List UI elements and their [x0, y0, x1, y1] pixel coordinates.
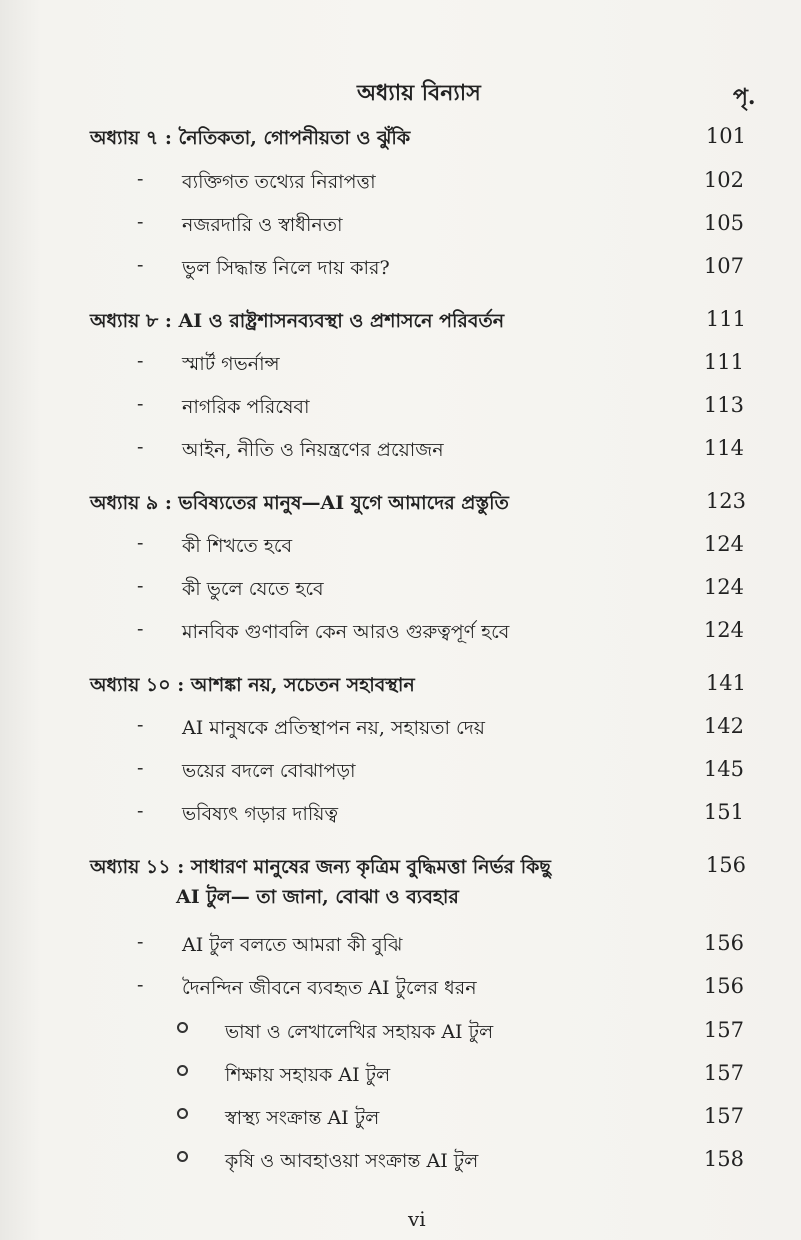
section-title: নজরদারি ও স্বাধীনতা	[182, 214, 343, 236]
page-number: 111	[705, 307, 746, 331]
page-number: 156	[703, 931, 744, 955]
page-number: 157	[703, 1104, 744, 1128]
subsection-title: ভাষা ও লেখালেখির সহায়ক AI টুল	[225, 1021, 494, 1043]
section-title: স্মার্ট গভর্নান্স	[182, 353, 280, 375]
dash-marker: -	[137, 532, 144, 554]
page-number: 157	[703, 1061, 744, 1085]
circle-bullet-icon	[177, 1151, 188, 1162]
section-row[interactable]	[0, 436, 801, 476]
page-number: 124	[703, 532, 744, 556]
page-number: 157	[703, 1018, 744, 1042]
page-number: 156	[703, 974, 744, 998]
section-title: AI টুল বলতে আমরা কী বুঝি	[182, 934, 403, 956]
section-title: মানবিক গুণাবলি কেন আরও গুরুত্বপূর্ণ হবে	[182, 621, 510, 643]
section-row[interactable]	[0, 532, 801, 572]
section-row[interactable]	[0, 254, 801, 294]
chapter-row[interactable]	[0, 124, 801, 164]
page-number: 105	[703, 211, 744, 235]
chapter-row[interactable]	[0, 671, 801, 711]
page-number: 113	[703, 393, 744, 417]
subsection-row[interactable]	[0, 1147, 801, 1187]
dash-marker: -	[137, 757, 144, 779]
chapter-row[interactable]	[0, 489, 801, 529]
dash-marker: -	[137, 350, 144, 372]
page-number: 114	[703, 436, 744, 460]
page-number: 124	[703, 618, 744, 642]
page-number: 111	[703, 350, 744, 374]
section-row[interactable]	[0, 393, 801, 433]
section-row[interactable]	[0, 618, 801, 658]
chapter-row[interactable]	[0, 853, 801, 923]
section-row[interactable]	[0, 168, 801, 208]
section-row[interactable]	[0, 211, 801, 251]
dash-marker: -	[137, 714, 144, 736]
dash-marker: -	[137, 168, 144, 190]
chapter-title: অধ্যায় ১০ : আশঙ্কা নয়, সচেতন সহাবস্থান	[90, 674, 415, 696]
chapter-row[interactable]	[0, 307, 801, 347]
page-number: 107	[703, 254, 744, 278]
section-row[interactable]	[0, 800, 801, 840]
section-title: নাগরিক পরিষেবা	[182, 396, 310, 418]
dash-marker: -	[137, 211, 144, 233]
section-title: ভবিষ্যৎ গড়ার দায়িত্ব	[182, 803, 338, 825]
section-row[interactable]	[0, 575, 801, 615]
subsection-title: কৃষি ও আবহাওয়া সংক্রান্ত AI টুল	[225, 1150, 479, 1172]
dash-marker: -	[137, 618, 144, 640]
subsection-row[interactable]	[0, 1061, 801, 1101]
page-number: 151	[703, 800, 744, 824]
subsection-title: স্বাস্থ্য সংক্রান্ত AI টুল	[225, 1107, 380, 1129]
dash-marker: -	[137, 800, 144, 822]
subsection-row[interactable]	[0, 1018, 801, 1058]
toc-title: অধ্যায় বিন্যাস	[357, 80, 481, 106]
subsection-row[interactable]	[0, 1104, 801, 1144]
chapter-title: অধ্যায় ৭ : নৈতিকতা, গোপনীয়তা ও ঝুঁকি	[90, 127, 411, 149]
chapter-title: অধ্যায় ৮ : AI ও রাষ্ট্রশাসনব্যবস্থা ও প্রশাসনে পরিবর্তন	[90, 310, 505, 332]
chapter-title: অধ্যায় ১১ : সাধারণ মানুষের জন্য কৃত্রিম বুদ্ধিমত্তা নির্ভর কিছু	[90, 856, 551, 878]
section-title: AI মানুষকে প্রতিস্থাপন নয়, সহায়তা দেয়	[182, 717, 485, 739]
circle-bullet-icon	[177, 1022, 188, 1033]
section-title: আইন, নীতি ও নিয়ন্ত্রণের প্রয়োজন	[182, 439, 444, 461]
subsection-title: শিক্ষায় সহায়ক AI টুল	[225, 1064, 391, 1086]
page-number: 145	[703, 757, 744, 781]
circle-bullet-icon	[177, 1108, 188, 1119]
page-number: 124	[703, 575, 744, 599]
section-title: দৈনন্দিন জীবনে ব্যবহৃত AI টুলের ধরন	[182, 977, 477, 999]
section-row[interactable]	[0, 974, 801, 1014]
section-title: কী ভুলে যেতে হবে	[182, 578, 324, 600]
section-title: ভয়ের বদলে বোঝাপড়া	[182, 760, 356, 782]
dash-marker: -	[137, 436, 144, 458]
section-row[interactable]	[0, 757, 801, 797]
section-title: ভুল সিদ্ধান্ত নিলে দায় কার?	[182, 257, 390, 279]
page-number: 156	[705, 853, 746, 877]
dash-marker: -	[137, 393, 144, 415]
dash-marker: -	[137, 931, 144, 953]
page-column-heading: পৃ.	[733, 84, 756, 110]
page-number: 123	[705, 489, 746, 513]
chapter-title: অধ্যায় ৯ : ভবিষ্যতের মানুষ—AI যুগে আমাদের প্রস্তুতি	[90, 492, 509, 514]
page-number: 142	[703, 714, 744, 738]
section-title: ব্যক্তিগত তথ্যের নিরাপত্তা	[182, 171, 376, 193]
dash-marker: -	[137, 575, 144, 597]
section-row[interactable]	[0, 931, 801, 971]
section-title: কী শিখতে হবে	[182, 535, 293, 557]
section-row[interactable]	[0, 714, 801, 754]
circle-bullet-icon	[177, 1065, 188, 1076]
page-number: 102	[703, 168, 744, 192]
dash-marker: -	[137, 254, 144, 276]
section-row[interactable]	[0, 350, 801, 390]
page-number: 158	[703, 1147, 744, 1171]
chapter-title-continued: AI টুল— তা জানা, বোঝা ও ব্যবহার	[176, 886, 459, 908]
footer-page-number: vi	[408, 1207, 426, 1231]
dash-marker: -	[137, 974, 144, 996]
page-number: 101	[705, 124, 746, 148]
page-number: 141	[705, 671, 746, 695]
